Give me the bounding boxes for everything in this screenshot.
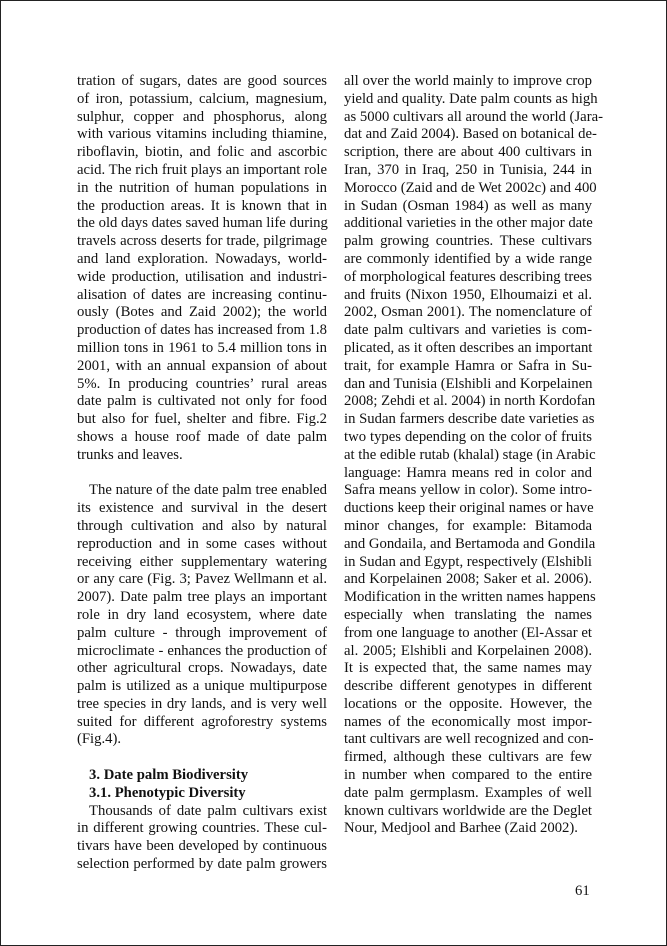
text-line: known cultivars worldwide are the Deglet [344, 802, 592, 819]
text-line: Nour, Medjool and Barhee (Zaid 2002). [344, 820, 578, 837]
text-line: as 5000 cultivars all around the world (Jara- [344, 108, 603, 125]
text-line: acid. The rich fruit plays an important role [77, 161, 327, 178]
text-line: Safra means yellow in color). Some intro- [344, 482, 592, 499]
text-line: minor changes, for example: Bitamoda [344, 517, 592, 534]
text-line: at the edible rutab (khalal) stage (in Arabic [344, 446, 596, 463]
text-line: palm culture - through improvement of [77, 624, 327, 641]
text-line: in number when compared to the entire [344, 767, 592, 784]
text-line: yield and quality. Date palm counts as high [344, 90, 598, 107]
paragraph-ecosystem [77, 482, 327, 749]
paragraph-gap [77, 749, 327, 767]
text-line: plicated, as it often describes an important [344, 339, 593, 356]
text-line: through cultivation and also by natural [77, 517, 327, 534]
text-line: in different growing countries. These cul- [77, 820, 327, 837]
text-line: additional varieties in the other major date [344, 215, 593, 232]
text-line: dat and Zaid 2004). Based on botanical de- [344, 126, 597, 143]
text-line: language: Hamra means red in color and [344, 464, 592, 481]
text-line: but also for fuel, shelter and fibre. Fig.2 [77, 411, 327, 428]
text-line: (Fig.4). [77, 731, 122, 748]
text-line: tration of sugars, dates are good sources [77, 73, 327, 89]
paragraph-cultivars-start [77, 803, 327, 874]
text-line: Iran, 370 in Iraq, 250 in Tunisia, 244 in [344, 161, 592, 178]
text-line: other agricultural crops. Nowadays, date [77, 660, 327, 677]
text-line: 2007). Date palm tree plays an important [77, 589, 327, 606]
text-line: all over the world mainly to improve crop [344, 73, 592, 89]
text-line: alisation of dates are increasing continu- [77, 286, 327, 303]
text-line: in Sudan (Osman 1984) as well as many [344, 197, 592, 214]
left-column [77, 73, 327, 874]
text-line: 2001, with an annual expansion of about [77, 357, 327, 374]
text-line: microclimate - enhances the production of [77, 642, 327, 659]
text-line: suited for different agroforestry systems [77, 713, 327, 730]
text-line: firmed, although these cultivars are few [344, 749, 592, 766]
text-line: 2002, Osman 2001). The nomenclature of [344, 304, 592, 321]
page-number: 61 [575, 883, 590, 899]
text-line: tivars have been developed by continuous [77, 838, 327, 855]
paragraph-gap [77, 465, 327, 483]
text-line: and fruits (Nixon 1950, Elhoumaizi et al. [344, 286, 592, 303]
text-line: the old days dates saved human life during [77, 215, 328, 232]
text-line: of morphological features describing trees [344, 268, 592, 285]
subsection-heading: 3.1. Phenotypic Diversity [89, 784, 246, 801]
text-line: the production areas. It is known that in [77, 197, 327, 214]
text-line: and Korpelainen 2008; Saker et al. 2006). [344, 571, 592, 588]
text-line: are commonly identified by a wide range [344, 250, 592, 267]
text-line: or any care (Fig. 3; Pavez Wellmann et al. [77, 571, 327, 588]
right-column [344, 73, 603, 838]
text-line: Morocco (Zaid and de Wet 2002c) and 400 [344, 179, 597, 196]
text-line: date palm germplasm. Examples of well [344, 784, 592, 801]
text-line: ductions keep their original names or have [344, 500, 594, 517]
text-line: and Gondaila, and Bertamoda and Gondila [344, 535, 596, 552]
text-line: It is expected that, the same names may [344, 660, 592, 677]
text-line: names of the economically most impor- [344, 713, 592, 730]
text-line: its existence and survival in the desert [77, 500, 327, 517]
text-line: sulphur, copper and phosphorus, along [77, 108, 327, 125]
paragraph-nutrition [77, 73, 327, 465]
text-line: of iron, potassium, calcium, magnesium, [77, 90, 327, 107]
text-line: role in dry land ecosystem, where date [77, 606, 327, 623]
text-line: al. 2005; Elshibli and Korpelainen 2008). [344, 642, 592, 659]
text-line: 2008; Zehdi et al. 2004) in north Kordofan [344, 393, 596, 410]
text-line: ously (Botes and Zaid 2002); the world [77, 304, 327, 321]
text-line: scription, there are about 400 cultivars in [344, 144, 592, 161]
text-line: and land exploration. Nowadays, world- [77, 250, 327, 267]
text-line: trunks and leaves. [77, 446, 183, 463]
text-line: trait, for example Hamra or Safra in Su- [344, 357, 592, 374]
paragraph-cultivars-continued [344, 73, 603, 838]
text-line: shows a house roof made of date palm [77, 428, 327, 445]
text-line: selection performed by date palm growers [77, 856, 327, 873]
text-line: date palm cultivars and varieties is com- [344, 322, 592, 339]
text-line: with various vitamins including thiamine, [77, 126, 327, 143]
text-line: in Sudan and Egypt, respectively (Elshibli [344, 553, 593, 570]
section-heading: 3. Date palm Biodiversity [89, 767, 249, 784]
text-line: travels across deserts for trade, pilgrimage [77, 233, 327, 250]
text-line: especially when translating the names [344, 606, 592, 623]
text-line: in Sudan farmers describe date varieties as [344, 411, 595, 428]
text-line: date palm is cultivated not only for food [77, 393, 327, 410]
text-line: tant cultivars are well recognized and con- [344, 731, 594, 748]
text-line: reproduction and in some cases without [77, 535, 327, 552]
text-line: in the nutrition of human populations in [77, 179, 327, 196]
text-line: locations or the opposite. However, the [344, 695, 592, 712]
text-line: 5%. In producing countries’ rural areas [77, 375, 327, 392]
text-line: Modification in the written names happens [344, 589, 596, 606]
text-line: tree species in dry lands, and is very well [77, 695, 327, 712]
text-line: riboflavin, biotin, and folic and ascorbic [77, 144, 327, 161]
text-line: dan and Tunisia (Elshibli and Korpelainen [344, 375, 593, 392]
text-line: from one language to another (El-Assar et [344, 624, 592, 641]
text-line: two types depending on the color of fruits [344, 428, 592, 445]
text-line: receiving either supplementary watering [77, 553, 327, 570]
text-line: describe different genotypes in different [344, 678, 592, 695]
text-line: The nature of the date palm tree enabled [89, 482, 327, 499]
text-line: palm growing countries. These cultivars [344, 233, 592, 250]
text-line: million tons in 1961 to 5.4 million tons in [77, 339, 327, 356]
text-line: Thousands of date palm cultivars exist [89, 802, 327, 819]
text-line: wide production, utilisation and industri- [77, 268, 327, 285]
text-line: production of dates has increased from 1.8 [77, 322, 328, 339]
text-line: palm is utilized as a unique multipurpose [77, 678, 327, 695]
